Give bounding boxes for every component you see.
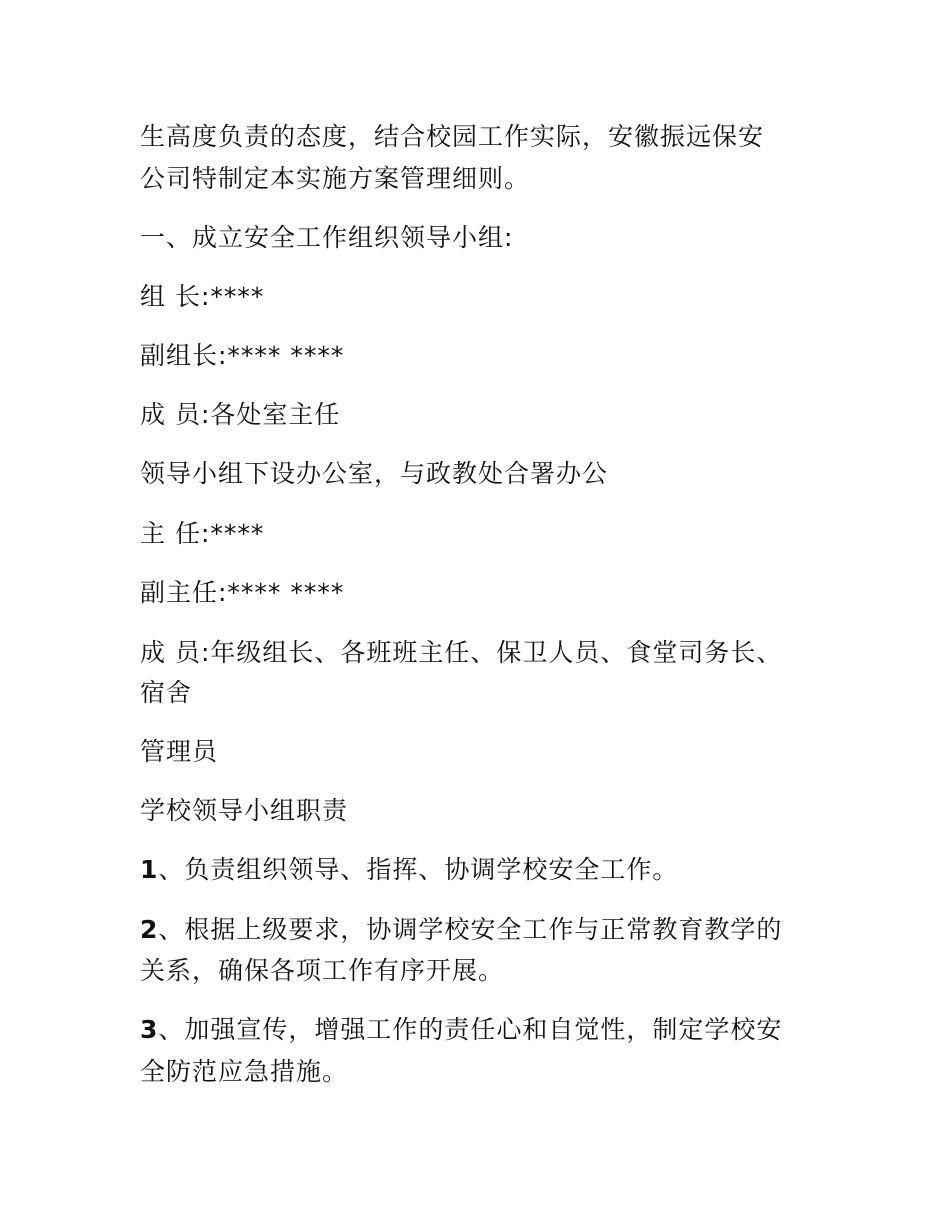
section-heading: 一、成立安全工作组织领导小组: <box>140 223 514 252</box>
office-deputy-director: 副主任:**** **** <box>140 578 345 607</box>
duty-item-3-continued: 全防范应急措施。 <box>140 1057 349 1086</box>
duty-item-3 <box>140 1010 782 1050</box>
group-leader: 组 长:**** <box>140 282 265 311</box>
duty-text: 、负责组织领导、指挥、协调学校安全工作。 <box>158 855 679 884</box>
duty-text: 、加强宣传，增强工作的责任心和自觉性，制定学校安 <box>158 1015 783 1044</box>
duty-number: 2 <box>140 915 159 944</box>
duty-item-2-continued: 关系，确保各项工作有序开展。 <box>140 956 505 985</box>
office-members-line-3: 管理员 <box>140 737 219 766</box>
office-director: 主 任:**** <box>140 519 265 548</box>
duty-item-2 <box>140 910 782 950</box>
intro-line-1: 生高度负责的态度，结合校园工作实际，安徽振远保安 <box>140 122 765 151</box>
duty-item-1 <box>140 850 678 890</box>
duty-number: 3 <box>140 1015 159 1044</box>
group-members: 成 员:各处室主任 <box>140 400 341 429</box>
office-note: 领导小组下设办公室，与政教处合署办公 <box>140 459 609 488</box>
duty-text: 、根据上级要求，协调学校安全工作与正常教育教学的 <box>158 915 783 944</box>
duty-number: 1 <box>140 855 159 884</box>
office-members-line-1: 成 员:年级组长、各班班主任、保卫人员、食堂司务长、 <box>140 638 783 667</box>
intro-line-2: 公司特制定本实施方案管理细则。 <box>140 164 531 193</box>
deputy-leader: 副组长:**** **** <box>140 341 345 370</box>
office-members-line-2: 宿舍 <box>140 678 193 707</box>
duties-heading: 学校领导小组职责 <box>140 796 349 825</box>
